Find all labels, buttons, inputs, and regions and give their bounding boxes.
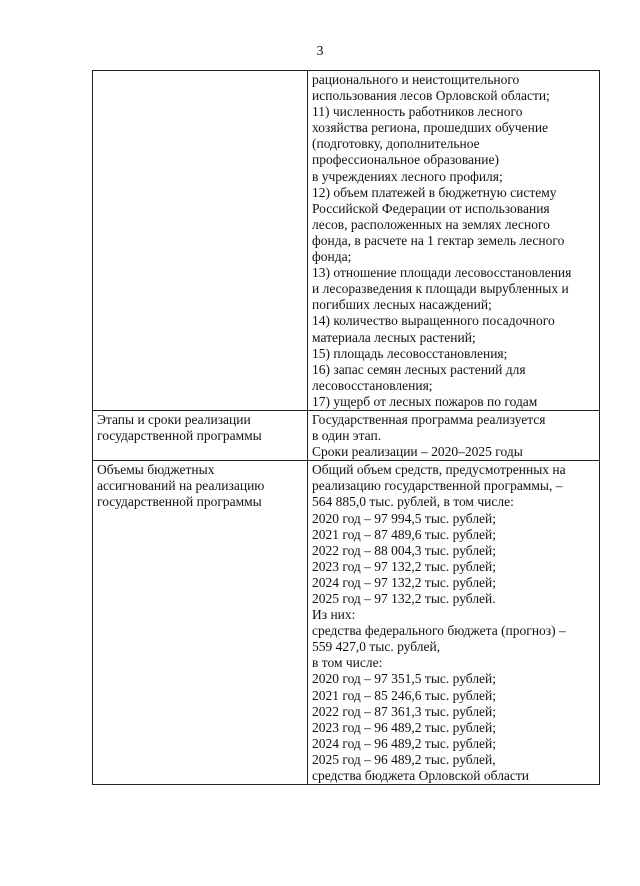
text-line: Общий объем средств, предусмотренных на: [312, 462, 566, 478]
table-cell-left: [93, 410, 308, 460]
table-cell-right: [308, 461, 600, 785]
text-line: 2025 год – 97 132,2 тыс. рублей.: [312, 591, 496, 606]
row-label-line: ассигнований на реализацию: [97, 478, 265, 494]
text-line: использования лесов Орловской области;: [312, 88, 550, 104]
table-row: [93, 71, 600, 411]
table-cell-left: [93, 461, 308, 785]
text-line: 16) запас семян лесных растений для: [312, 361, 526, 377]
text-line: материала лесных растений;: [312, 329, 476, 345]
text-line: 2024 год – 96 489,2 тыс. рублей;: [312, 735, 497, 751]
text-line: Государственная программа реализуется: [312, 411, 546, 427]
text-line: в учреждениях лесного профиля;: [312, 168, 503, 184]
text-line: 13) отношение площади лесовосстановления: [312, 265, 572, 281]
text-line: 2022 год – 88 004,3 тыс. рублей;: [312, 542, 497, 558]
table-row: [93, 461, 600, 785]
text-line: средства бюджета Орловской области: [312, 768, 530, 784]
passport-table: [92, 70, 600, 785]
text-line: погибших лесных насаждений;: [312, 297, 492, 313]
text-line: 2020 год – 97 351,5 тыс. рублей;: [312, 671, 497, 687]
text-line: 2021 год – 85 246,6 тыс. рублей;: [312, 687, 497, 703]
page-number: 3: [316, 44, 324, 59]
text-line: 2021 год – 87 489,6 тыс. рублей;: [312, 526, 497, 542]
text-line: 2023 год – 96 489,2 тыс. рублей;: [312, 719, 497, 735]
text-line: рационального и неистощительного: [312, 72, 520, 87]
text-line: средства федерального бюджета (прогноз) –: [312, 623, 566, 639]
text-line: 14) количество выращенного посадочного: [312, 313, 555, 329]
text-line: (подготовку, дополнительное: [312, 136, 480, 152]
text-line: лесов, расположенных на землях лесного: [312, 216, 550, 232]
text-line: профессиональное образование): [312, 152, 499, 168]
text-line: в один этап.: [312, 428, 382, 444]
row-label-line: государственной программы: [97, 494, 262, 510]
text-line: 2023 год – 97 132,2 тыс. рублей;: [312, 558, 497, 574]
text-line: в том числе:: [312, 655, 383, 671]
text-line: Российской Федерации от использования: [312, 200, 550, 216]
text-line: 11) численность работников лесного: [312, 104, 523, 120]
row-label-line: Этапы и сроки реализации: [97, 411, 251, 427]
row-label-line: Объемы бюджетных: [97, 462, 215, 478]
table-row: [93, 410, 600, 460]
text-line: 2025 год – 96 489,2 тыс. рублей,: [312, 751, 496, 767]
text-line: 564 885,0 тыс. рублей, в том числе:: [312, 494, 514, 510]
text-line: лесовосстановления;: [312, 377, 433, 393]
text-line: 2020 год – 97 994,5 тыс. рублей;: [312, 510, 497, 526]
text-line: фонда;: [312, 249, 352, 265]
text-line: реализацию государственной программы, –: [312, 478, 563, 494]
table-cell-right: [308, 71, 600, 411]
text-line: 12) объем платежей в бюджетную систему: [312, 184, 557, 200]
text-line: 2022 год – 87 361,3 тыс. рублей;: [312, 703, 497, 719]
text-line: 559 427,0 тыс. рублей,: [312, 639, 441, 655]
row-label-line: государственной программы: [97, 428, 262, 444]
text-line: фонда, в расчете на 1 гектар земель лесного: [312, 232, 565, 248]
text-line: и лесоразведения к площади вырубленных и: [312, 281, 569, 297]
text-line: 2024 год – 97 132,2 тыс. рублей;: [312, 574, 497, 590]
table-cell-right: [308, 410, 600, 460]
text-line: Из них:: [312, 607, 356, 623]
text-line: 15) площадь лесовосстановления;: [312, 345, 508, 361]
text-line: хозяйства региона, прошедших обучение: [312, 120, 549, 136]
text-line: 17) ущерб от лесных пожаров по годам: [312, 393, 538, 409]
table-cell-left: [93, 71, 308, 411]
text-line: Сроки реализации – 2020–2025 годы: [312, 444, 523, 460]
